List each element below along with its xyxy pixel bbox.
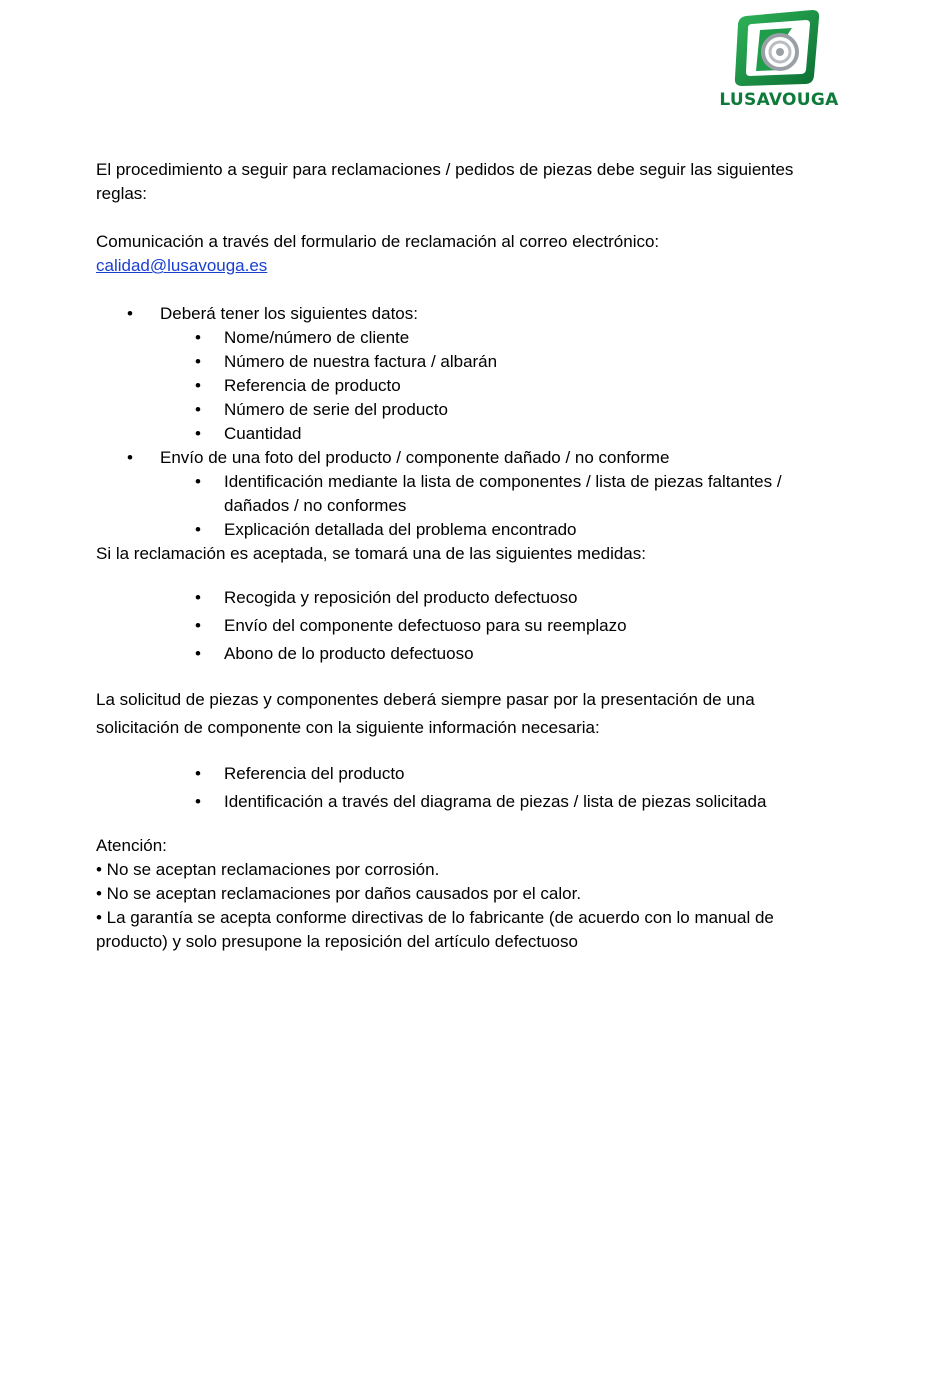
list-item-text: Abono de lo producto defectuoso [224, 644, 474, 663]
section-item [127, 446, 836, 542]
section-item [127, 302, 836, 446]
bullet-icon: • [127, 448, 133, 467]
list-item-text: Recogida y reposición del producto defectuoso [224, 588, 578, 607]
attention-item: • La garantía se acepta conforme directivas de lo fabricante (de acuerdo con lo manual de producto) y solo presupone la reposición del artículo defectuoso [96, 908, 774, 951]
required-data-section [96, 302, 836, 446]
list-item [195, 518, 836, 542]
list-item [195, 790, 836, 814]
parts-request-paragraph: La solicitud de piezas y componentes deberá siempre pasar por la presentación de una solicitación de componente con la siguiente información necesaria: [96, 690, 755, 737]
list-item-text: Número de nuestra factura / albarán [224, 352, 498, 371]
intro-paragraph: El procedimiento a seguir para reclamaciones / pedidos de piezas debe seguir las siguientes reglas: [96, 160, 794, 203]
list-item-text: Explicación detallada del problema encontrado [224, 520, 577, 539]
list-item [195, 470, 836, 518]
list-item-text: Referencia del producto [224, 764, 405, 783]
list-item [195, 614, 836, 638]
list-item [195, 398, 836, 422]
sublist [160, 470, 836, 542]
company-logo [708, 8, 850, 112]
photo-section [96, 446, 836, 542]
bullet-icon: • [195, 588, 201, 607]
list-item-text: Cuantidad [224, 424, 302, 443]
bullet-icon: • [195, 792, 201, 811]
list-item-text: Envío del componente defectuoso para su reemplazo [224, 616, 627, 635]
section-title: Envío de una foto del producto / componente dañado / no conforme [160, 448, 670, 467]
list-item-text: Identificación mediante la lista de componentes / lista de piezas faltantes / dañados / no conformes [224, 472, 782, 515]
bullet-icon: • [195, 376, 201, 395]
list-item-text: Identificación a través del diagrama de piezas / lista de piezas solicitada [224, 792, 767, 811]
bullet-icon: • [195, 644, 201, 663]
accepted-paragraph: Si la reclamación es aceptada, se tomará una de las siguientes medidas: [96, 544, 646, 563]
bullet-icon: • [195, 764, 201, 783]
list-item [195, 762, 836, 786]
bullet-icon: • [127, 304, 133, 323]
section-title: Deberá tener los siguientes datos: [160, 304, 418, 323]
list-item [195, 350, 836, 374]
list-item-text: Referencia de producto [224, 376, 401, 395]
bullet-icon: • [195, 520, 201, 539]
bullet-icon: • [195, 352, 201, 371]
document-body [96, 158, 836, 954]
email-line [96, 254, 836, 278]
list-item [195, 326, 836, 350]
attention-item: • No se aceptan reclamaciones por daños causados por el calor. [96, 884, 582, 903]
attention-title: Atención: [96, 836, 167, 855]
list-item [195, 422, 836, 446]
list-item [195, 586, 836, 610]
parts-list [96, 762, 836, 814]
sublist [160, 326, 836, 446]
list-item-text: Número de serie del producto [224, 400, 448, 419]
logo-emblem-icon [708, 8, 850, 90]
bullet-icon: • [195, 472, 201, 491]
list-item [195, 374, 836, 398]
bullet-icon: • [195, 328, 201, 347]
attention-item: • No se aceptan reclamaciones por corrosión. [96, 860, 440, 879]
bullet-icon: • [195, 616, 201, 635]
list-item [195, 642, 836, 666]
bullet-icon: • [195, 400, 201, 419]
email-link[interactable]: calidad@lusavouga.es [96, 256, 268, 275]
communication-paragraph: Comunicación a través del formulario de reclamación al correo electrónico: [96, 232, 660, 251]
measures-list [96, 586, 836, 666]
list-item-text: Nome/número de cliente [224, 328, 410, 347]
logo-wordmark: LUSAVOUGA [719, 90, 839, 110]
bullet-icon: • [195, 424, 201, 443]
